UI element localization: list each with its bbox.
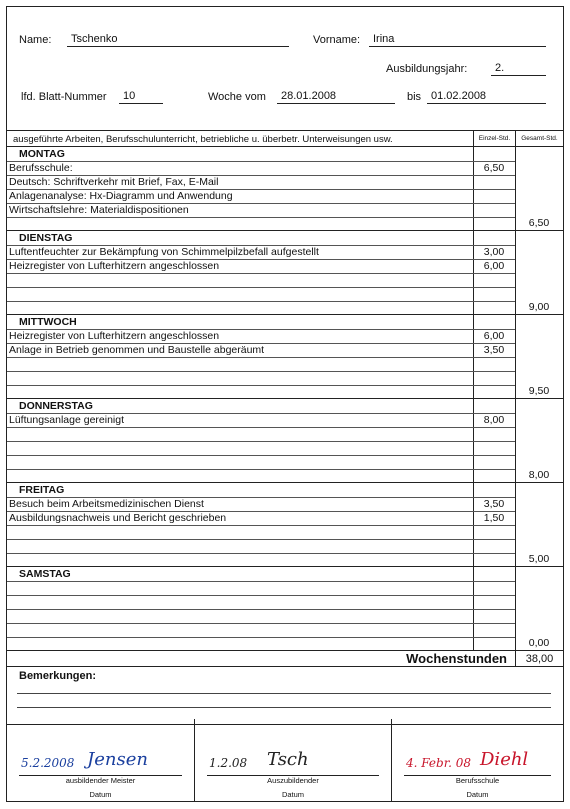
table-row[interactable]: [7, 371, 515, 385]
remarks-section: [7, 667, 563, 725]
signature-role: Berufsschule: [455, 776, 500, 785]
table-row[interactable]: [7, 273, 515, 287]
table-row[interactable]: [7, 441, 515, 455]
table-row[interactable]: [7, 385, 515, 399]
woche-label: Woche vom: [208, 91, 266, 103]
remarks-label: Bemerkungen:: [19, 670, 97, 682]
signature-date-label: Datum: [281, 790, 305, 799]
day-sections: [7, 147, 563, 651]
activity-text: Deutsch: Schriftverkehr mit Brief, Fax, E-Mail: [9, 176, 219, 188]
table-row[interactable]: [7, 497, 515, 511]
table-row[interactable]: [7, 637, 515, 651]
activity-text: Berufsschule:: [9, 162, 73, 174]
signature-date: 4. Febr. 08: [406, 756, 472, 770]
table-row[interactable]: [7, 623, 515, 637]
table-row[interactable]: [7, 413, 515, 427]
gesamt-header: Gesamt-Std.: [515, 131, 563, 147]
table-row[interactable]: [7, 189, 515, 203]
day-total: 5,00: [528, 553, 550, 565]
table-row[interactable]: [7, 357, 515, 371]
day-name: DIENSTAG: [19, 232, 73, 244]
table-row[interactable]: [7, 217, 515, 231]
table-row[interactable]: [7, 525, 515, 539]
activity-hours: 6,00: [483, 330, 505, 342]
day-total: 9,00: [528, 301, 550, 313]
signature-role: Auszubildender: [267, 776, 319, 785]
signature-azubi: [194, 719, 391, 801]
activity-hours: 6,00: [483, 260, 505, 272]
signature-role: ausbildender Meister: [65, 776, 136, 785]
week-total-label: Wochenstunden: [406, 651, 507, 666]
einzel-header: Einzel-Std.: [473, 131, 515, 147]
jahr-field[interactable]: 2.: [491, 62, 546, 76]
day-section-2: [7, 315, 563, 399]
remarks-line[interactable]: [17, 707, 551, 708]
signature-name: Jensen: [87, 749, 148, 770]
day-name: MONTAG: [19, 148, 65, 160]
table-row[interactable]: [7, 469, 515, 483]
activity-hours: 3,50: [483, 498, 505, 510]
activity-text: Lüftungsanlage gereinigt: [9, 414, 125, 426]
signature-name: Tsch: [267, 749, 309, 770]
signature-date: 1.2.08: [209, 756, 248, 770]
table-row[interactable]: [7, 511, 515, 525]
table-row[interactable]: [7, 287, 515, 301]
vorname-field[interactable]: Irina: [369, 33, 546, 47]
table-row[interactable]: [7, 329, 515, 343]
bis-label: bis: [407, 91, 422, 103]
table-row[interactable]: [7, 203, 515, 217]
woche-bis-field[interactable]: 01.02.2008: [427, 90, 546, 104]
signature-meister: [7, 719, 194, 801]
activity-text: Heizregister von Lufterhitzern angeschlossen: [9, 260, 220, 272]
activity-hours: 1,50: [483, 512, 505, 524]
table-row[interactable]: [7, 245, 515, 259]
table-row[interactable]: [7, 343, 515, 357]
signature-name: Diehl: [480, 749, 529, 770]
table-row[interactable]: [7, 175, 515, 189]
jahr-label: Ausbildungsjahr:: [386, 63, 468, 75]
day-total: 0,00: [528, 637, 550, 649]
activity-text: Heizregister von Lufterhitzern angeschlossen: [9, 330, 220, 342]
activities-header: ausgeführte Arbeiten, Berufsschulunterricht, betriebliche u. überbetr. Unterweisungen usw.: [13, 134, 393, 145]
signature-date: 5.2.2008: [21, 756, 75, 770]
woche-von-field[interactable]: 28.01.2008: [277, 90, 395, 104]
day-total: 8,00: [528, 469, 550, 481]
day-section-1: [7, 231, 563, 315]
day-name: MITTWOCH: [19, 316, 77, 328]
day-name: SAMSTAG: [19, 568, 71, 580]
day-total: 6,50: [528, 217, 550, 229]
activity-text: Luftentfeuchter zur Bekämpfung von Schimmelpilzbefall aufgestellt: [9, 246, 319, 258]
activity-hours: 3,50: [483, 344, 505, 356]
blatt-label: lfd. Blatt-Nummer: [21, 91, 107, 103]
report-sheet: [6, 6, 564, 802]
activity-text: Ausbildungsnachweis und Bericht geschrieben: [9, 512, 227, 524]
table-row[interactable]: [7, 301, 515, 315]
activity-text: Wirtschaftslehre: Materialdispositionen: [9, 204, 189, 216]
table-row[interactable]: [7, 595, 515, 609]
table-row[interactable]: [7, 259, 515, 273]
signature-area: [7, 719, 563, 801]
table-header: [7, 130, 563, 147]
table-row[interactable]: [7, 161, 515, 175]
table-row[interactable]: [7, 539, 515, 553]
activity-text: Anlage in Betrieb genommen und Baustelle abgeräumt: [9, 344, 265, 356]
name-field[interactable]: Tschenko: [67, 33, 289, 47]
signature-date-label: Datum: [89, 790, 112, 799]
activity-hours: 8,00: [483, 414, 505, 426]
activity-hours: 3,00: [483, 246, 505, 258]
table-row[interactable]: [7, 427, 515, 441]
activity-text: Besuch beim Arbeitsmedizinischen Dienst: [9, 498, 204, 510]
blatt-field[interactable]: 10: [119, 90, 163, 104]
table-row[interactable]: [7, 553, 515, 567]
remarks-line[interactable]: [17, 693, 551, 694]
name-label: Name:: [19, 34, 52, 46]
day-section-4: [7, 483, 563, 567]
week-total-value: 38,00: [515, 651, 563, 666]
activity-hours: 6,50: [483, 162, 505, 174]
signature-berufsschule: [391, 719, 563, 801]
signature-date-label: Datum: [466, 790, 489, 799]
day-section-0: [7, 147, 563, 231]
week-total-row: [7, 651, 563, 667]
day-section-3: [7, 399, 563, 483]
day-section-5: [7, 567, 563, 651]
table-row[interactable]: [7, 581, 515, 595]
day-name: DONNERSTAG: [19, 400, 93, 412]
vorname-label: Vorname:: [313, 34, 361, 46]
table-row[interactable]: [7, 455, 515, 469]
day-total: 9,50: [528, 385, 550, 397]
activity-text: Anlagenanalyse: Hx-Diagramm und Anwendung: [9, 190, 233, 202]
table-row[interactable]: [7, 609, 515, 623]
activity-table: [7, 130, 563, 725]
day-name: FREITAG: [19, 484, 65, 496]
